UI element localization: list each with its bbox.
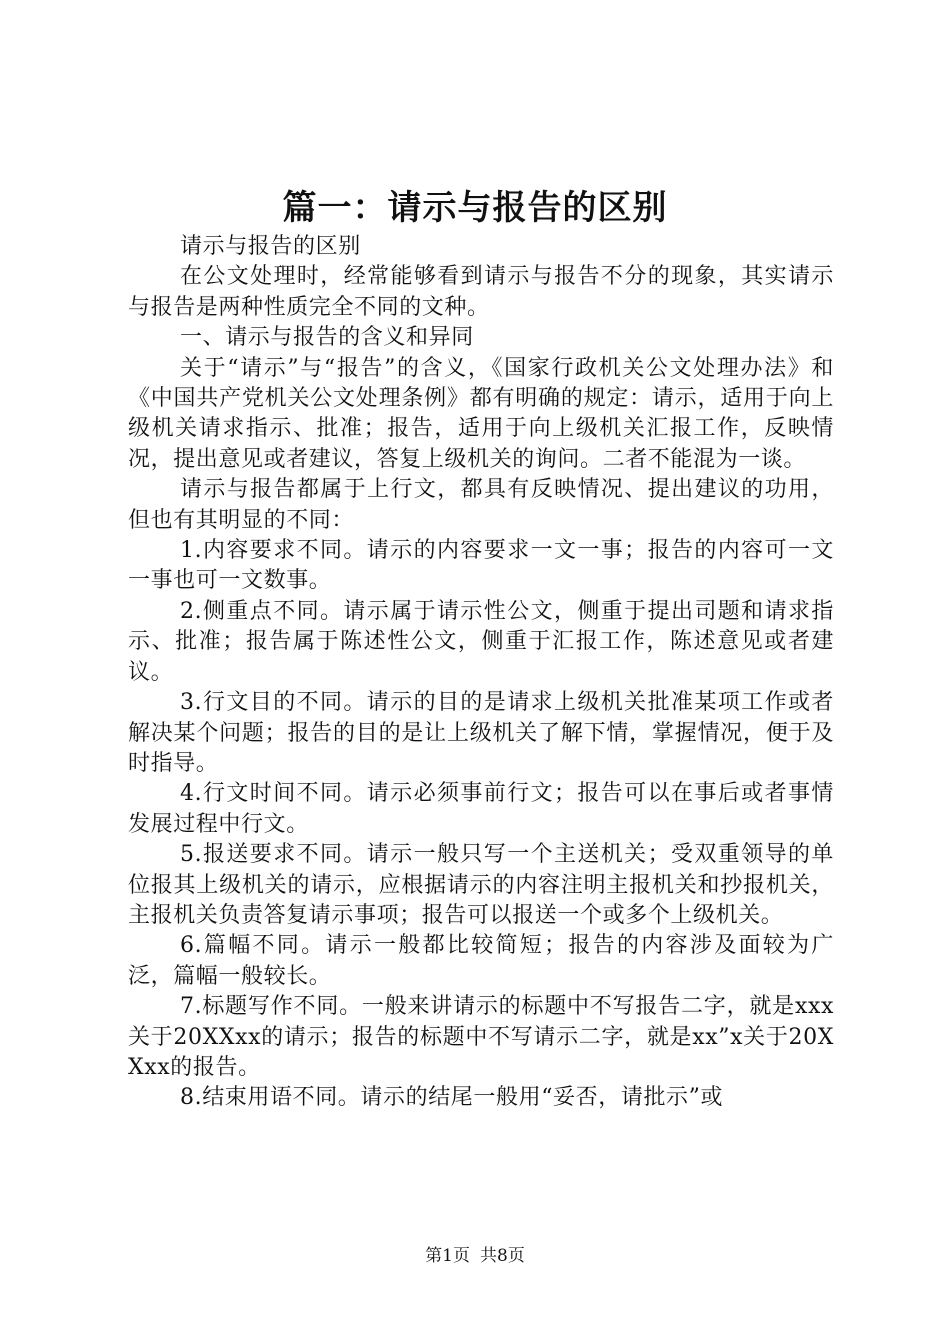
paragraph-intro: 在公文处理时，经常能够看到请示与报告不分的现象，其实请示与报告是两种性质完全不同的文种。 xyxy=(128,264,834,320)
list-item-4: 4.行文时间不同。请示必须事前行文；报告可以在事后或者事情发展过程中行文。 xyxy=(128,781,834,837)
list-item-2: 2.侧重点不同。请示属于请示性公文，侧重于提出司题和请求指示、批准；报告属于陈述性公文，侧重于汇报工作，陈述意见或者建议。 xyxy=(128,598,834,685)
list-item-5: 5.报送要求不同。请示一般只写一个主送机关；受双重领导的单位报其上级机关的请示，应根据请示的内容注明主报机关和抄报机关，主报机关负责答复请示事项；报告可以报送一个或多个上级机关。 xyxy=(128,842,834,928)
list-item-1: 1.内容要求不同。请示的内容要求一文一事；报告的内容可一文一事也可一文数事。 xyxy=(128,538,834,594)
section-heading-1: 一、请示与报告的含义和异同 xyxy=(180,325,474,351)
list-item-3: 3.行文目的不同。请示的目的是请求上级机关批准某项工作或者解决某个问题；报告的目的是让上级机关了解下情，掌握情况，便于及时指导。 xyxy=(128,690,834,776)
document-body xyxy=(128,232,834,1114)
paragraph-intro-heading: 请示与报告的区别 xyxy=(180,234,361,259)
page-number: 第1页 xyxy=(425,1246,470,1266)
list-item-8: 8.结束用语不同。请示的结尾一般用“妥否，请批示”或 xyxy=(180,1085,724,1111)
list-item-6: 6.篇幅不同。请示一般都比较简短；报告的内容涉及面较为广泛，篇幅一般较长。 xyxy=(128,933,834,989)
list-item-7: 7.标题写作不同。一般来讲请示的标题中不写报告二字，就是xxx关于20XXxx的请示；报告的标题中不写请示二字，就是xx”x关于20XXxx的报告。 xyxy=(128,994,834,1080)
page-footer xyxy=(0,1244,950,1268)
paragraph-definition: 关于“请示”与“报告”的含义，《国家行政机关公文处理办法》和《中国共产党机关公文处理条例》都有明确的规定：请示，适用于向上级机关请求指示、批准；报告，适用于向上级机关汇报工作，反映情况，提出意见或者建议，答复上级机关的询问。二者不能混为一谈。 xyxy=(128,355,834,472)
page-total: 共8页 xyxy=(480,1246,525,1266)
document-title: 篇一：请示与报告的区别 xyxy=(282,188,668,228)
paragraph-common-traits: 请示与报告都属于上行文，都具有反映情况、提出建议的功用，但也有其明显的不同： xyxy=(128,477,834,533)
